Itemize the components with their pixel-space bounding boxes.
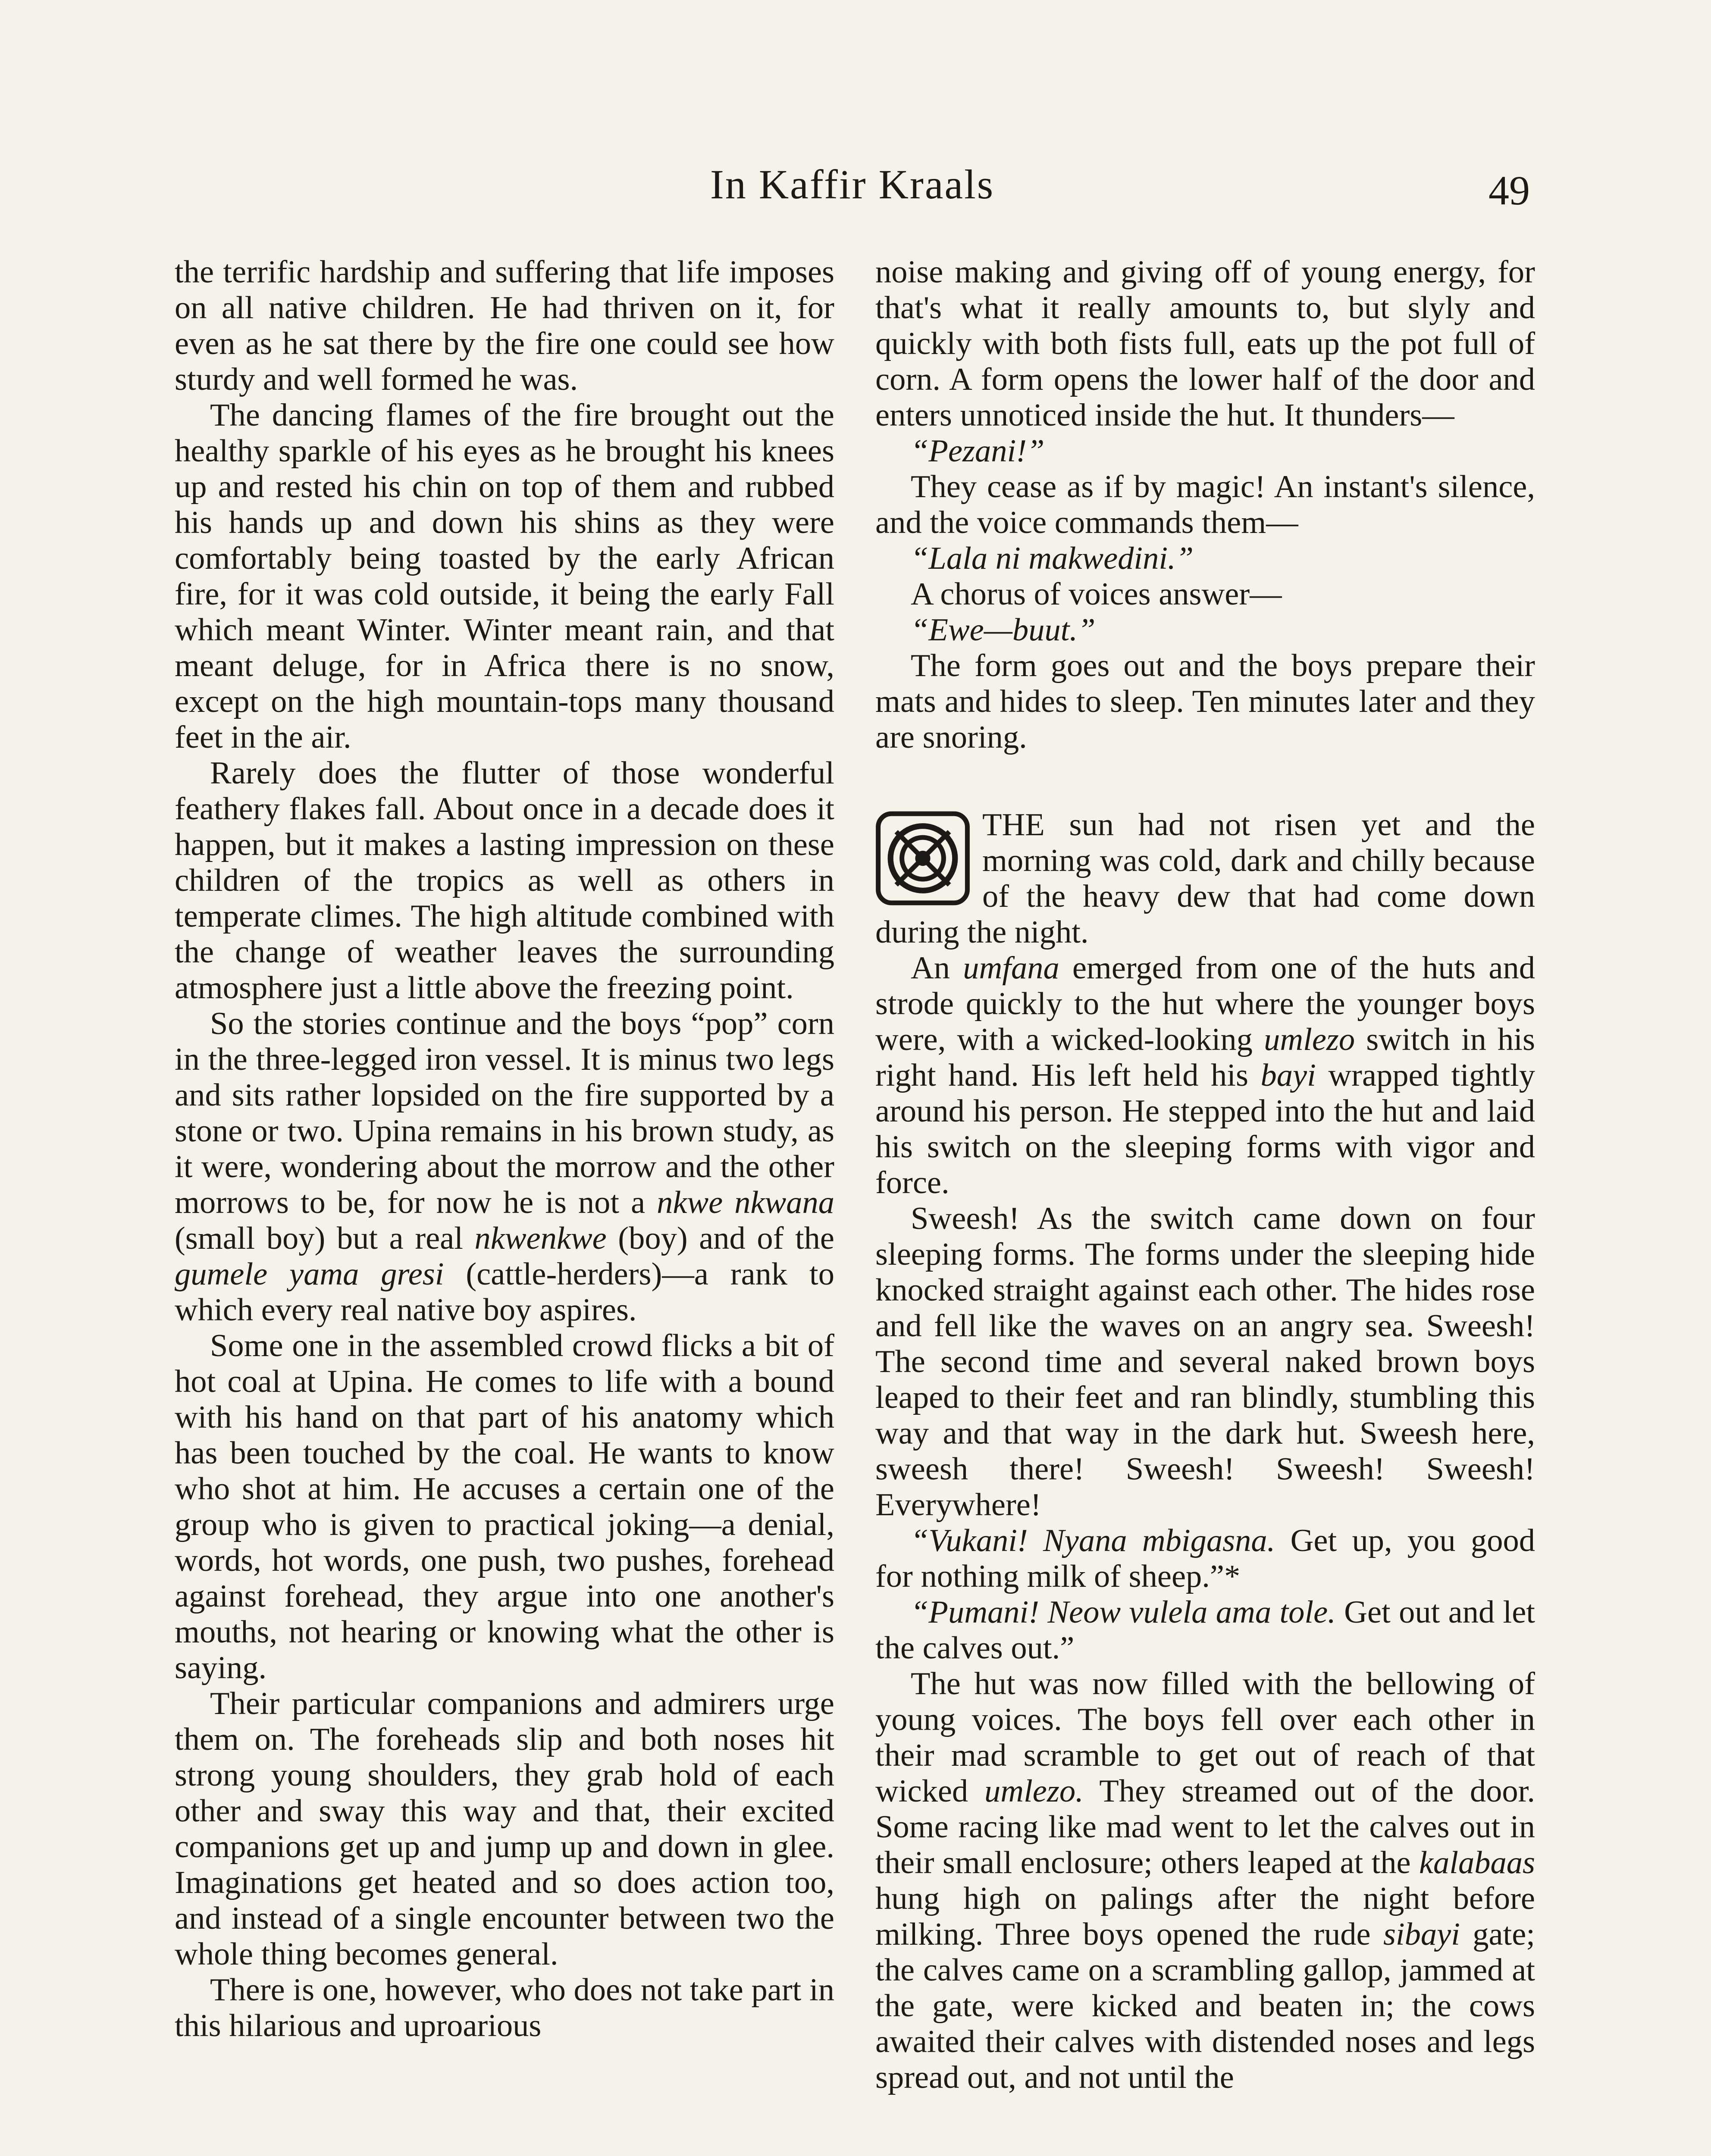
- native-term: umlezo.: [984, 1774, 1084, 1809]
- paragraph: Sweesh! As the switch came down on four sleeping forms. The forms under the sleeping hide knocked straight against each other. The hides rose and fell like the waves on an angry sea. Sweesh! The second time and several naked brown boys leaped to their feet and ran blindly, stumbling this way and that way in the dark hut. Sweesh here, sweesh there! Sweesh! Sweesh! Sweesh! Everywhere!: [875, 1201, 1535, 1523]
- text-run: They streamed out of the door. Some racing like mad went to let the calves out in their small enclosure; others leaped at the: [875, 1774, 1535, 1880]
- text-run: wrapped tightly around his person. He stepped into the hut and laid his switch on the sleeping forms with vigor and force.: [875, 1058, 1535, 1200]
- text-run: (cattle-herders)—a rank to which every real native boy aspires.: [175, 1257, 834, 1328]
- quote: [875, 433, 1535, 469]
- running-title: In Kaffir Kraals: [710, 161, 995, 207]
- paragraph: The form goes out and the boys prepare their mats and hides to sleep. Ten minutes later and they are snoring.: [875, 648, 1535, 755]
- native-term: nkwenkwe: [474, 1221, 607, 1256]
- paragraph: [175, 1006, 834, 1328]
- text-run: switch in his right hand. His left held his: [875, 1022, 1535, 1093]
- paragraph: Some one in the assembled crowd flicks a bit of hot coal at Upina. He comes to life with a bound with his hand on that part of his anatomy which has been touched by the coal. He wants to know who shot at him. He accuses a certain one of the group who is given to practical joking—a denial, words, hot words, one push, two pushes, forehead against forehead, they argue into one another's mouths, not hearing or knowing what the other is saying.: [175, 1328, 834, 1686]
- paragraph: [875, 1666, 1535, 2096]
- paragraph: [875, 1595, 1535, 1666]
- text-run: The hut was now filled with the bellowing of young voices. The boys fell over each other in their mad scramble to get out of reach of that wicked: [875, 1666, 1535, 1809]
- paragraph: A chorus of voices answer—: [911, 577, 1282, 612]
- paragraph: [875, 950, 1535, 1201]
- left-column: [175, 254, 834, 2044]
- quote: [875, 541, 1535, 577]
- text-run: (boy) and of the: [606, 1221, 834, 1256]
- running-head: [175, 160, 1530, 221]
- text-run: emerged from one of the huts and strode quickly to the hut where the younger boys were, with a wicked-looking: [875, 950, 1536, 1057]
- celtic-knot-ornament-icon: [875, 810, 970, 907]
- native-phrase: “Pumani! Neow vulela ama tole.: [911, 1595, 1336, 1630]
- paragraph: They cease as if by magic! An instant's silence, and the voice commands them—: [875, 469, 1535, 540]
- native-term: gumele yama gresi: [175, 1257, 444, 1292]
- right-column: [875, 254, 1535, 2096]
- native-term: umfana: [963, 950, 1059, 986]
- paragraph: Rarely does the flutter of those wonderful feathery flakes fall. About once in a decade does it happen, but it makes a lasting impression on these children of the tropics as well as others in temperate climes. The high altitude combined with the change of weather leaves the surrounding atmosphere just a little above the freezing point.: [175, 755, 834, 1006]
- page-number: 49: [1489, 167, 1530, 213]
- text-run: hung high on palings after the night before milking. Three boys opened the rude: [875, 1881, 1535, 1952]
- quote-text: “Pezani!”: [911, 433, 1045, 469]
- text-run: Get up, you good for nothing milk of sheep.”*: [875, 1523, 1535, 1594]
- quote: [875, 612, 1535, 648]
- text-run: gate; the calves came on a scrambling gallop, jammed at the gate, were kicked and beaten in; the cows awaited their calves with distended noses and legs spread out, and not until the: [875, 1917, 1536, 2095]
- paragraph: [875, 1523, 1535, 1595]
- paragraph: There is one, however, who does not take part in this hilarious and uproarious: [175, 1972, 834, 2043]
- section-opening: [875, 807, 1535, 950]
- native-term: sibayi: [1383, 1917, 1460, 1952]
- text-run: (small boy) but a real: [175, 1221, 475, 1256]
- paragraph: The dancing flames of the fire brought out the healthy sparkle of his eyes as he brought his knees up and rested his chin on top of them and rubbed his hands up and down his shins as they were comfortably being toasted by the early African fire, for it was cold outside, it being the early Fall which meant Winter. Winter meant rain, and that meant deluge, for in Africa there is no snow, except on the high mountain-tops many thousand feet in the air.: [175, 398, 834, 755]
- paragraph: Their particular companions and admirers urge them on. The foreheads slip and both noses hit strong young shoulders, they grab hold of each other and sway this way and that, their excited companions get up and jump up and down in glee. Imaginations get heated and so does action too, and instead of a single encounter between two the whole thing becomes general.: [175, 1686, 834, 1972]
- native-term: bayi: [1260, 1058, 1316, 1093]
- paragraph: THE sun had not risen yet and the morning was cold, dark and chilly because of the heavy dew that had come down during the night.: [875, 807, 1535, 950]
- text-run: Get out and let the calves out.”: [875, 1595, 1536, 1666]
- text-run: An: [911, 950, 963, 986]
- native-term: umlezo: [1264, 1022, 1355, 1057]
- native-term: kalabaas: [1419, 1845, 1535, 1880]
- paragraph: the terrific hardship and suffering that life imposes on all native children. He had thriven on it, for even as he sat there by the fire one could see how sturdy and well formed he was.: [175, 254, 834, 397]
- quote-text: “Lala ni makwedini.”: [911, 541, 1194, 576]
- text-run: So the stories continue and the boys “pop” corn in the three-legged iron vessel. It is minus two legs and sits rather lopsided on the fire supported by a stone or two. Upina remains in his brown study, as it were, wondering about the morrow and the other morrows to be, for now he is not a: [175, 1006, 834, 1220]
- paragraph: noise making and giving off of young energy, for that's what it really amounts to, but slyly and quickly with both fists full, eats up the pot full of corn. A form opens the lower half of the door and enters unnoticed inside the hut. It thunders—: [875, 254, 1535, 433]
- quote-text: “Ewe—buut.”: [911, 612, 1096, 648]
- native-term: nkwe nkwana: [657, 1185, 834, 1220]
- native-phrase: “Vukani! Nyana mbigasna.: [911, 1523, 1275, 1558]
